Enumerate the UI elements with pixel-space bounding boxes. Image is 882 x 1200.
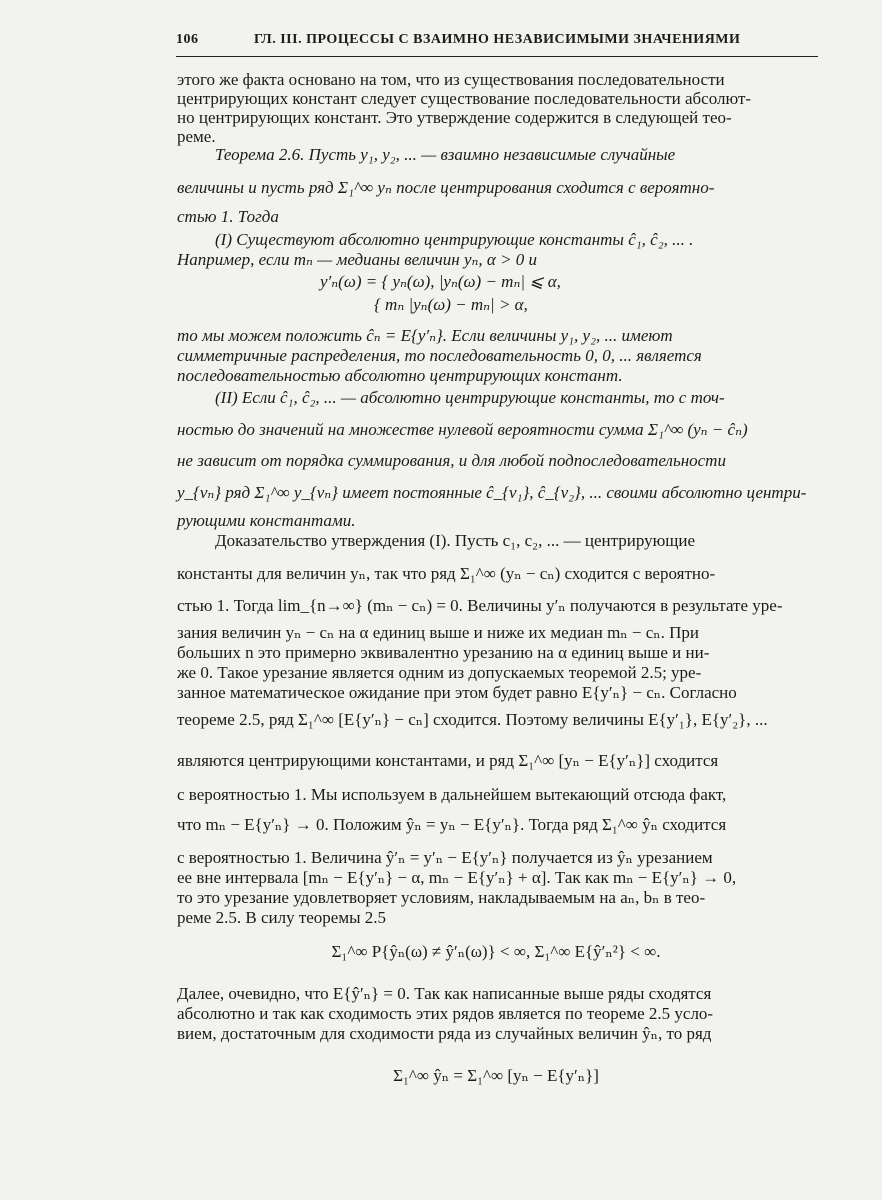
text-line: но центрирующих констант. Это утверждение содержится в следующей тео- [177, 108, 732, 127]
text-line: с вероятностью 1. Величина ŷ′ₙ = y′ₙ − E{y′ₙ} получается из ŷₙ урезанием [177, 848, 713, 867]
proof-heading-line: Доказательство утверждения (I). Пусть c₁, c₂, ... — центрирующие [215, 531, 696, 550]
formula-line: Σ₁^∞ P{ŷₙ(ω) ≠ ŷ′ₙ(ω)} < ∞, Σ₁^∞ E{ŷ′ₙ²} < ∞. [331, 942, 661, 961]
text-line: являются центрирующими константами, и ряд Σ₁^∞ [yₙ − E{y′ₙ}] сходится [177, 751, 719, 770]
text-line: больших n это примерно эквивалентно урезанию на α единиц выше и ни- [177, 643, 710, 662]
text-line: реме 2.5. В силу теоремы 2.5 [177, 908, 387, 927]
running-title: ГЛ. III. ПРОЦЕССЫ С ВЗАИМНО НЕЗАВИСИМЫМИ ЗНАЧЕНИЯМИ [254, 32, 741, 47]
text-line: что mₙ − E{y′ₙ} → 0. Положим ŷₙ = yₙ − E{y′ₙ}. Тогда ряд Σ₁^∞ ŷₙ сходится [177, 815, 727, 834]
text-line: зания величин yₙ − cₙ на α единиц выше и ниже их медиан mₙ − cₙ. При [177, 623, 700, 642]
text-line: ностью до значений на множестве нулевой вероятности сумма Σ₁^∞ (yₙ − ĉₙ) [177, 420, 748, 439]
text-line: центрирующих констант следует существование последовательности абсолют- [177, 89, 752, 108]
text-line: вием, достаточным для сходимости ряда из случайных величин ŷₙ, то ряд [177, 1024, 712, 1043]
text-line: ее вне интервала [mₙ − E{y′ₙ} − α, mₙ − E{y′ₙ} + α]. Так как mₙ − E{y′ₙ} → 0, [177, 868, 737, 887]
text-line: то это урезание удовлетворяет условиям, накладываемым на aₙ, bₙ в тео- [177, 888, 706, 907]
formula-line: { mₙ |yₙ(ω) − mₙ| > α, [374, 295, 528, 314]
header-rule [176, 56, 818, 57]
text-line: (II) Если ĉ₁, ĉ₂, ... — абсолютно центрирующие константы, то с точ- [215, 388, 725, 407]
text-line: величины и пусть ряд Σ₁^∞ yₙ после центрирования сходится с вероятно- [177, 178, 715, 197]
formula-line: Σ₁^∞ ŷₙ = Σ₁^∞ [yₙ − E{y′ₙ}] [393, 1066, 599, 1085]
text-line: с вероятностью 1. Мы используем в дальнейшем вытекающий отсюда факт, [177, 785, 727, 804]
text-line: (I) Существуют абсолютно центрирующие константы ĉ₁, ĉ₂, ... . [215, 230, 694, 249]
text-line: этого же факта основано на том, что из существования последовательности [177, 70, 725, 89]
page-number: 106 [176, 32, 199, 47]
text-line: занное математическое ожидание при этом будет равно E{y′ₙ} − cₙ. Согласно [177, 683, 737, 702]
text-line: то мы можем положить ĉₙ = E{y′ₙ}. Если величины y₁, y₂, ... имеют [177, 326, 673, 345]
text-line: стью 1. Тогда [177, 207, 279, 226]
text-line: стью 1. Тогда lim_{n→∞} (mₙ − cₙ) = 0. Величины y′ₙ получаются в результате уре- [177, 596, 783, 615]
text-line: константы для величин yₙ, так что ряд Σ₁^∞ (yₙ − cₙ) сходится с вероятно- [177, 564, 716, 583]
text-line: Например, если mₙ — медианы величин yₙ, α > 0 и [177, 250, 538, 269]
theorem-heading-line: Теорема 2.6. Пусть y₁, y₂, ... — взаимно независимые случайные [215, 145, 676, 164]
text-line: симметричные распределения, то последовательность 0, 0, ... является [177, 346, 702, 365]
text-line: Далее, очевидно, что E{ŷ′ₙ} = 0. Так как написанные выше ряды сходятся [177, 984, 712, 1003]
text-line: y_{νₙ} ряд Σ₁^∞ y_{νₙ} имеет постоянные ĉ_{ν₁}, ĉ_{ν₂}, ... своими абсолютно центри- [177, 483, 807, 502]
text-line: рующими константами. [177, 511, 356, 530]
text-line: реме. [177, 127, 216, 146]
text-line: абсолютно и так как сходимость этих рядов является по теореме 2.5 усло- [177, 1004, 714, 1023]
formula-line: y′ₙ(ω) = { yₙ(ω), |yₙ(ω) − mₙ| ⩽ α, [320, 272, 561, 291]
text-line: же 0. Такое урезание является одним из допускаемых теоремой 2.5; уре- [177, 663, 702, 682]
text-line: последовательностью абсолютно центрирующих констант. [177, 366, 623, 385]
text-line: не зависит от порядка суммирования, и для любой подпоследовательности [177, 451, 726, 470]
text-line: теореме 2.5, ряд Σ₁^∞ [E{y′ₙ} − cₙ] сходится. Поэтому величины E{y′₁}, E{y′₂}, ... [177, 710, 768, 729]
